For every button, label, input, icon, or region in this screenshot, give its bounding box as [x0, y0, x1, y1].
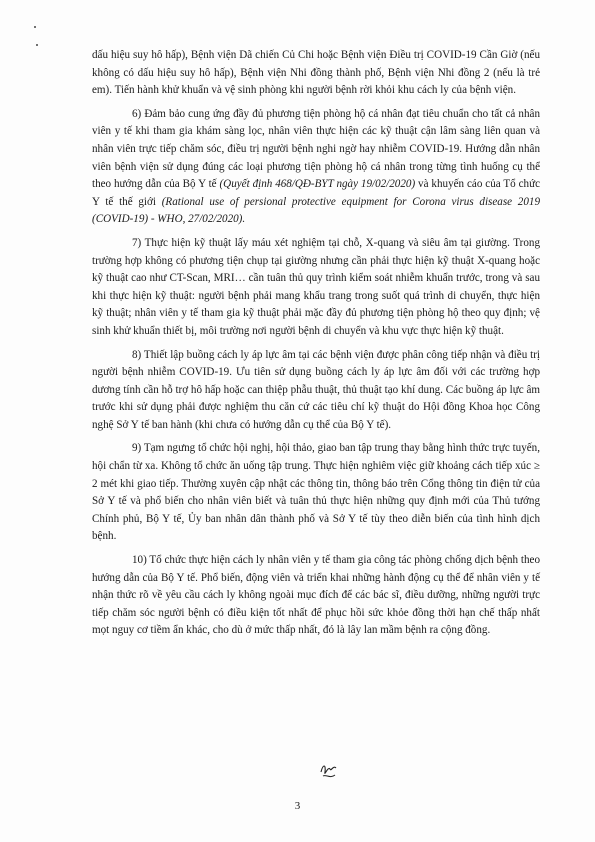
initials-signature-icon	[318, 760, 340, 782]
paragraph-6	[92, 106, 540, 229]
paragraph-8: 8) Thiết lập buồng cách ly áp lực âm tại các bệnh viện được phân công tiếp nhận và điều trị người bệnh nhiễm COVID-19. Ưu tiên sử dụng buồng cách ly áp lực âm đối với các trường hợp dương tính cần hỗ trợ hô hấp hoặc can thiệp phẫu thuật, thủ thuật tạo khí dung. Các buồng áp lực âm trước khi sử dụng phải được nghiệm thu căn cứ các tiêu chí kỹ thuật do Hội đồng Khoa học Công nghệ Sở Y tế ban hành (khi chưa có hướng dẫn cụ thể của Bộ Y tế).	[92, 348, 540, 431]
paragraph-6-text-2: và khuyến cáo của Tổ chức Y tế thế giới	[92, 178, 541, 208]
intro-paragraph: dấu hiệu suy hô hấp), Bệnh viện Dã chiến Củ Chi hoặc Bệnh viện Điều trị COVID-19 Cần Giờ (nếu không có dấu hiệu suy hô hấp), Bệnh viện Nhi đồng thành phố, Bệnh viện Nhi đồng 2 (nếu là trẻ em). Tiến hành khử khuẩn và vệ sinh phòng khi người bệnh rời khỏi khu cách ly của bệnh viện.	[92, 49, 540, 97]
paragraph-6-who-ref: (Rational use of persional protective equipment for Corona virus disease 2019 (COVID-19) - WHO, 27/02/2020).	[92, 195, 540, 226]
paragraph-10: 10) Tổ chức thực hiện cách ly nhân viên y tế tham gia công tác phòng chống dịch bệnh theo hướng dẫn của Bộ Y tế. Phổ biến, động viên và triển khai những hành động cụ thể để nhân viên y tế nhận thức rõ về yêu cầu cách ly không ngoài mục đích để các bác sĩ, điều dưỡng, những người trực tiếp chăm sóc người bệnh có điều kiện tốt nhất để phục hồi sức khỏe đồng thời hạn chế thấp nhất mọt nguy cơ tiềm ẩn khác, cho dù ở mức thấp nhất, đó là lây lan mầm bệnh ra cộng đồng.	[92, 554, 540, 637]
document-body	[92, 47, 540, 640]
scan-speck	[36, 44, 38, 46]
paragraph-6-text: 6) Đảm bảo cung ứng đầy đủ phương tiện phòng hộ cá nhân đạt tiêu chuẩn cho tất cả nhân viên y tế khi tham gia khám sàng lọc, nhân viên thực hiện các kỹ thuật cận lâm sàng liên quan và nhân viên trực tiếp chăm sóc, điều trị người bệnh nghi ngờ hay nhiễm COVID-19. Hướng dẫn nhân viên bệnh viện sử dụng đúng các loại phương tiện phòng hộ cá nhân trong từng tình huống cụ thể theo hướng dẫn của Bộ Y tế	[92, 107, 540, 191]
scan-speck	[34, 26, 36, 28]
paragraph-7: 7) Thực hiện kỹ thuật lấy máu xét nghiệm tại chỗ, X-quang và siêu âm tại giường. Trong trường hợp không có phương tiện chụp tại giường nhưng cần phải thực hiện kỹ thuật X-quang hoặc kỹ thuật cao như CT-Scan, MRI… cần tuân thủ quy trình kiểm soát nhiễm khuẩn trước, trong và sau khi thực hiện kỹ thuật: người bệnh phải mang khẩu trang trong suốt quá trình di chuyển, thực hiện kỹ thuật; nhân viên y tế tham gia kỹ thuật phải mặc đầy đủ phương tiện phòng hộ theo quy định; vệ sinh khử khuẩn thiết bị, môi trường nơi người bệnh di chuyển và khu vực thực hiện kỹ thuật.	[92, 236, 540, 337]
page-number: 3	[294, 800, 301, 812]
paragraph-9: 9) Tạm ngưng tổ chức hội nghị, hội thảo, giao ban tập trung thay bằng hình thức trực tuyến, hội chẩn từ xa. Không tổ chức ăn uống tập trung. Thực hiện nghiêm việc giữ khoảng cách tiếp xúc ≥ 2 mét khi giao tiếp. Thường xuyên cập nhật các thông tin, thông báo trên Cổng thông tin điện tử của Sở Y tế và phổ biến cho nhân viên biết và tuân thủ thực hiện những quy định mới của Thủ tướng Chính phủ, Bộ Y tế, Ủy ban nhân dân thành phố và Sở Y tế tùy theo diễn biến của tình hình dịch bệnh.	[92, 442, 540, 543]
paragraph-6-decision-ref: (Quyết định 468/QĐ-BYT ngày 19/02/2020)	[219, 178, 416, 191]
